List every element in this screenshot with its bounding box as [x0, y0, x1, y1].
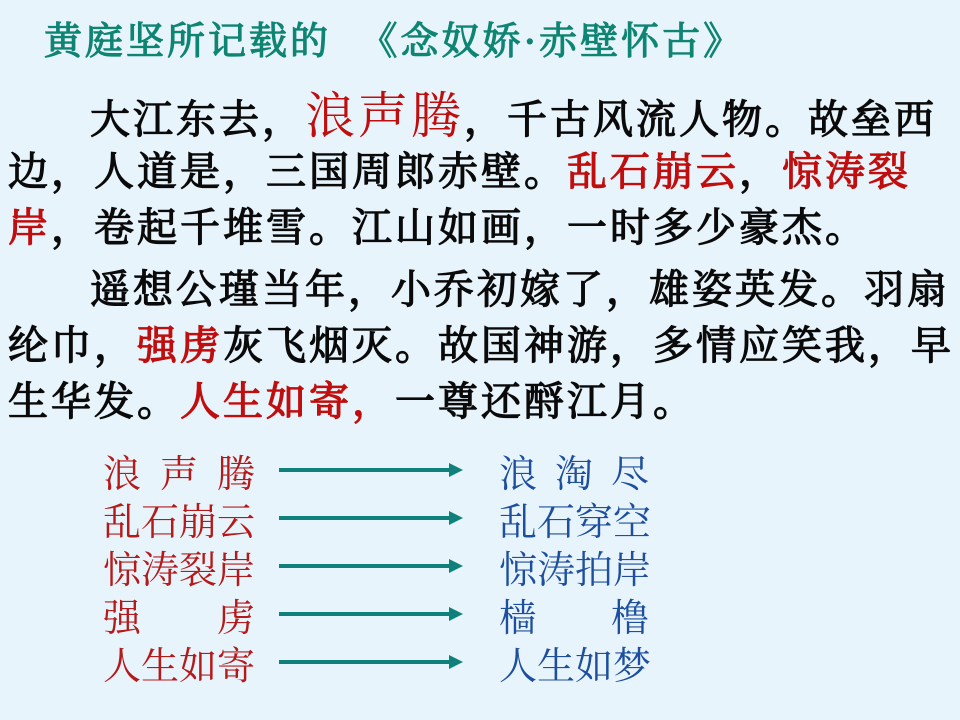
- original-term: 乱石穿空: [499, 501, 652, 544]
- arrow-shaft: [279, 564, 449, 568]
- poem-text-segment: 边，人道是，三国周郎赤壁。: [8, 149, 567, 194]
- poem-line: [8, 200, 956, 256]
- arrow-head: [449, 607, 463, 621]
- poem-paragraph: [8, 88, 956, 430]
- variant-term: 乱石崩云: [103, 501, 256, 544]
- variant-term: 强虏: [103, 597, 255, 640]
- poem-text-segment: 大江东去，: [90, 97, 305, 142]
- right-arrow-icon: [279, 463, 463, 477]
- poem-text-segment: 一尊还酹江月。: [395, 379, 696, 424]
- right-arrow-icon: [279, 655, 463, 669]
- mapping-row: [103, 638, 652, 688]
- variant-word-highlight: 乱石崩云: [567, 149, 739, 194]
- variant-word-highlight: 强虏: [137, 323, 223, 368]
- mapping-row: [103, 542, 652, 592]
- slide-title: 黄庭坚所记载的 《念奴娇·赤壁怀古》: [44, 21, 745, 63]
- right-arrow-icon: [279, 559, 463, 573]
- original-term: 浪淘尽: [499, 453, 649, 496]
- arrow-head: [449, 655, 463, 669]
- variant-word-highlight: 人生如寄，: [180, 379, 395, 424]
- poem-text-segment: 遥想公瑾当年，小乔初嫁了，雄姿英发。羽扇: [90, 267, 950, 312]
- poem-line: [8, 318, 956, 374]
- poem-text-segment: 千古风流人物。故垒西: [507, 97, 937, 142]
- original-term: 樯橹: [499, 597, 649, 640]
- poem-text-segment: 灰飞烟灭。故国神游，多情应笑我，早: [223, 323, 954, 368]
- poem-text-segment: 生华发。: [8, 379, 180, 424]
- original-term: 惊涛拍岸: [499, 549, 652, 592]
- variant-mapping-list: [103, 446, 652, 688]
- mapping-row: [103, 446, 649, 494]
- arrow-shaft: [279, 516, 449, 520]
- arrow-shaft: [279, 468, 449, 472]
- poem-line: [8, 262, 956, 318]
- right-arrow-icon: [279, 511, 463, 525]
- original-term: 人生如梦: [499, 645, 652, 688]
- poem-text-segment: ，: [739, 149, 782, 194]
- variant-word-highlight: 浪声腾: [305, 88, 464, 144]
- variant-word-highlight: 岸: [8, 205, 51, 250]
- poem-line: [8, 144, 956, 200]
- right-arrow-icon: [279, 607, 463, 621]
- variant-word-highlight: 惊涛裂: [782, 149, 911, 194]
- arrow-shaft: [279, 612, 449, 616]
- arrow-shaft: [279, 660, 449, 664]
- poem-text-segment: 纶巾，: [8, 323, 137, 368]
- arrow-head: [449, 511, 463, 525]
- poem-line: [8, 374, 956, 430]
- poem-line: [8, 88, 956, 144]
- arrow-head: [449, 463, 463, 477]
- variant-term: 浪声腾: [103, 453, 255, 496]
- poem-text-segment: ，卷起千堆雪。江山如画，一时多少豪杰。: [51, 205, 868, 250]
- mapping-row: [103, 494, 652, 544]
- poem-text-segment: ，: [464, 97, 507, 142]
- mapping-row: [103, 590, 649, 638]
- variant-term: 惊涛裂岸: [103, 549, 256, 592]
- variant-term: 人生如寄: [103, 645, 256, 688]
- arrow-head: [449, 559, 463, 573]
